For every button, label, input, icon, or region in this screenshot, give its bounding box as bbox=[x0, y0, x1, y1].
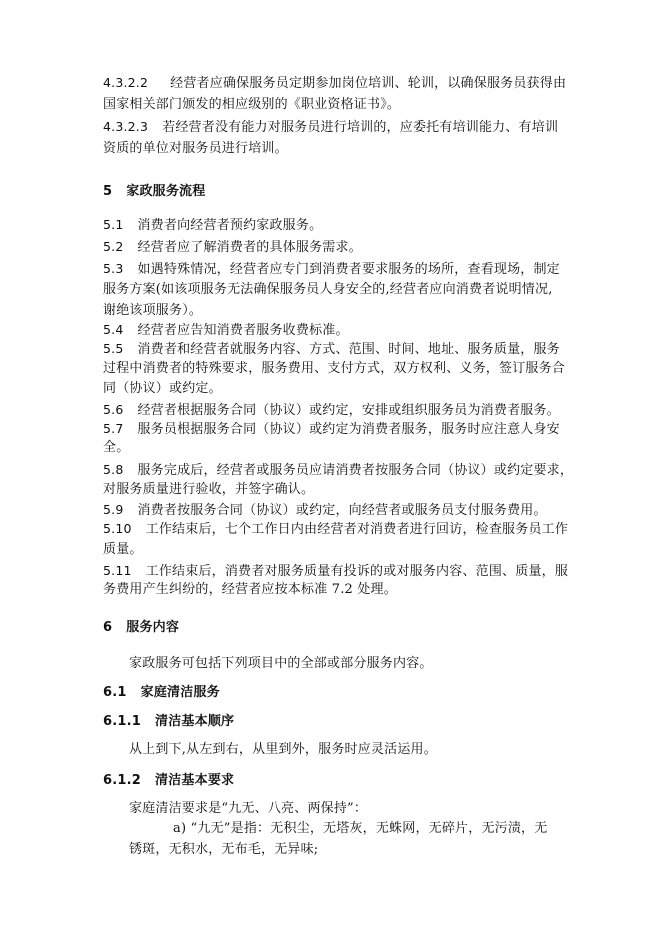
clause-4-3-2-3-line-2: 资质的单位对服务员进行培训。 bbox=[103, 141, 288, 156]
clause-5-3-line-1: 5.3 如遇特殊情况，经营者应专门到消费者要求服务的场所，查看现场，制定 bbox=[103, 261, 560, 277]
section-6-1-1-heading: 6.1.1 清洁基本顺序 bbox=[103, 714, 235, 729]
clause-5-8-line-1: 5.8 服务完成后，经营者或服务员应请消费者按服务合同（协议）或约定要求， bbox=[103, 462, 574, 478]
section-6-intro: 家政服务可包括下列项目中的全部或部分服务内容。 bbox=[129, 656, 433, 671]
clause-5-10-line-1: 5.10 工作结束后，七个工作日内由经营者对消费者进行回访，检查服务员工作 bbox=[103, 521, 569, 537]
clause-5-6: 5.6 经营者根据服务合同（协议）或约定，安排或组织服务员为消费者服务。 bbox=[103, 402, 560, 418]
section-5-heading: 5 家政服务流程 bbox=[103, 184, 206, 199]
clause-5-8-line-2: 对服务质量进行验收，并签字确认。 bbox=[103, 482, 315, 497]
list-item-a-line-1: a) “九无”是指：无积尘，无塔灰，无蛛网，无碎片，无污渍，无 bbox=[173, 821, 548, 836]
clause-5-7-line-2: 全。 bbox=[103, 440, 130, 455]
clause-4-3-2-2-line-1: 4.3.2.2 经营者应确保服务员定期参加岗位培训、轮训，以确保服务员获得由 bbox=[103, 75, 567, 91]
clause-5-3-line-3: 谢绝该项服务）。 bbox=[103, 303, 203, 318]
list-item-a-line-2: 锈斑，无积水，无布毛，无异味; bbox=[129, 842, 319, 857]
clause-5-4: 5.4 经营者应告知消费者服务收费标准。 bbox=[103, 322, 349, 338]
clause-5-7-line-1: 5.7 服务员根据服务合同（协议）或约定为消费者服务，服务时应注意人身安 bbox=[103, 421, 560, 437]
clause-4-3-2-2-line-2: 国家相关部门颁发的相应级别的《职业资格证书》。 bbox=[103, 97, 401, 112]
clause-5-10-line-2: 质量。 bbox=[103, 542, 143, 557]
clause-4-3-2-3-line-1: 4.3.2.3 若经营者没有能力对服务员进行培训的，应委托有培训能力、有培训 bbox=[103, 119, 559, 135]
clause-5-2: 5.2 经营者应了解消费者的具体服务需求。 bbox=[103, 239, 362, 255]
clause-5-11-line-1: 5.11 工作结束后，消费者对服务质量有投诉的或对服务内容、范围、质量，服 bbox=[103, 563, 569, 579]
clause-5-5-line-1: 5.5 消费者和经营者就服务内容、方式、范围、时间、地址、服务质量，服务 bbox=[103, 341, 560, 357]
section-6-heading: 6 服务内容 bbox=[103, 620, 180, 635]
clause-5-1: 5.1 消费者向经营者预约家政服务。 bbox=[103, 217, 323, 233]
clause-5-9: 5.9 消费者按服务合同（协议）或约定，向经营者或服务员支付服务费用。 bbox=[103, 502, 547, 518]
clause-5-3-line-2: 服务方案(如该项服务无法确保服务员人身安全的,经营者应向消费者说明情况, bbox=[103, 282, 553, 297]
clause-5-5-line-2: 过程中消费者的特殊要求，服务费用、支付方式，双方权利、义务，签订服务合 bbox=[103, 361, 566, 376]
clause-5-5-line-3: 同（协议）或约定。 bbox=[103, 381, 222, 396]
section-6-1-heading: 6.1 家庭清洁服务 bbox=[103, 685, 220, 700]
section-6-1-1-body: 从上到下,从左到右，从里到外，服务时应灵活运用。 bbox=[129, 742, 437, 757]
section-6-1-2-body: 家庭清洁要求是“九无、八亮、两保持”： bbox=[129, 801, 368, 816]
clause-5-11-line-2: 务费用产生纠纷的，经营者应按本标准 7.2 处理。 bbox=[103, 582, 397, 597]
section-6-1-2-heading: 6.1.2 清洁基本要求 bbox=[103, 773, 235, 788]
